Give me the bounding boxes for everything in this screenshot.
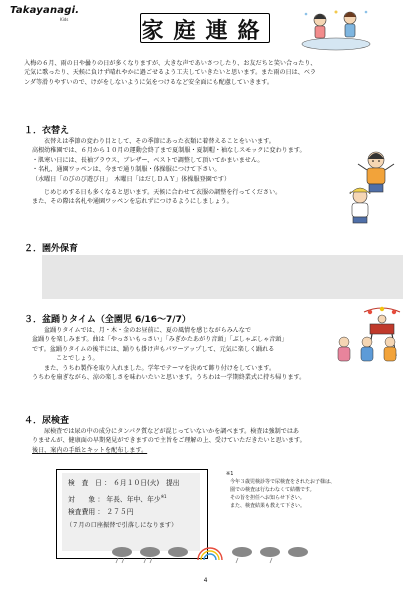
body-line: じめじめする日も多くなると思います。天候に合わせて衣服の調整を行ってください。 — [44, 189, 282, 197]
intro-line: ンダ等滑りやすいので、けがをしないように気をつけるなど安全面にも配慮していきます。 — [24, 78, 273, 86]
rainy-season-decoration — [110, 542, 310, 564]
field-trip-info-box — [42, 255, 403, 299]
info-value: ６月１０日(火) 提出 — [113, 479, 180, 487]
school-logo: Takayanagi. — [10, 5, 80, 16]
body-line: また、うちわ製作を取り入れました。学年でテーマを決めて飾り付けをしています。 — [44, 364, 276, 372]
note-line: 今年３歳児検診等で尿検査をされたお子様は、 — [230, 479, 336, 485]
info-value: 年長、年中、年少 — [106, 495, 161, 504]
body-line: 衣替えは季節の変わり目として、その季節にあった衣類に着替えることをいいます。 — [44, 138, 275, 145]
info-row-fee: 検査費用 ： ２７５円 — [68, 508, 134, 517]
body-line: ・肌寒い日には、長袖ブラウス、ブレザー、ベストで調整して頂いてかまいません。 — [32, 156, 264, 164]
body-line: また、その際は名札や通園ワッペンを忘れずにつけるようにしましょう。 — [32, 198, 233, 206]
page-title: 家庭連絡 — [141, 18, 270, 44]
dancing-children-illustration — [332, 334, 402, 368]
section-heading-bon-odori: ３．盆踊りタイム（全園児 6/16～7/7） — [24, 315, 191, 325]
info-row-target: 対 象 ： 年長、年中、年少$^{※1}$ — [68, 494, 167, 504]
section-heading-koromogae: １．衣替え — [24, 126, 70, 136]
body-line: 盆踊りタイムでは、月・木・金のお昼前に、夏の風情を感じながらみんなで — [44, 327, 252, 334]
body-line: うちわを扇ぎながら、涼の楽しさを味わいたいと思います。うちわは一学期終業式に持ち帰ります。 — [32, 374, 306, 382]
info-label: 検 査 日 — [68, 479, 102, 487]
body-line-underlined: 後日、案内の手紙とキットを配布します。 — [32, 446, 148, 454]
kids-water-play-illustration — [296, 6, 376, 52]
urine-test-footnote — [226, 470, 396, 510]
info-label: 検査費用 — [68, 508, 96, 517]
section-body-koromogae — [32, 137, 358, 207]
note-line: その旨を担任へお知らせ下さい。 — [230, 495, 305, 501]
info-row-fee-note: （７月の口座振替で引落しになります） — [66, 522, 178, 530]
school-logo-sub: Kids — [60, 17, 69, 22]
urine-test-info-inner — [62, 473, 200, 551]
intro-line: 入梅の６月、雨の日や曇りの日が多くなりますが、大きな声であいさつしたり、お友だちと笑い合ったり、 — [24, 60, 317, 67]
body-line: 盆踊りを楽しみます。曲は「やっさいもっさい」「みぎかたあがり音頭」「ぶしゃぶしゃ音頭」 — [32, 336, 288, 344]
body-line: です。盆踊りタイムの後半には、踊りも掛け声もパワーアップして、元気に楽しく踊れる — [32, 345, 275, 353]
note-line: 園での検査は行なわなくて結構です。 — [230, 487, 315, 493]
body-line: ことでしょう。 — [56, 355, 99, 363]
page-number: 4 — [203, 577, 208, 584]
body-line: ・名札、通園ワッペンは、今まで通り制服・体操服につけて下さい。 — [32, 166, 221, 174]
footnote-mark: ※1 — [160, 494, 167, 499]
body-line: りませんが、健康面の早期発見ができますので主旨をご理解の上、受けていただきたいと思います。 — [32, 437, 306, 445]
intro-paragraph — [24, 59, 394, 87]
body-line: 尿検査では尿の中の成分にタンパク質などが混じっていないかを調べます。検査は強制ではあ — [44, 428, 300, 435]
section-heading-urine-test: ４．尿検査 — [24, 416, 70, 426]
note-line: ※1 — [226, 471, 234, 477]
info-label: 対 象 — [68, 495, 96, 504]
note-line: また、検査結果も教えて下さい。 — [230, 503, 306, 509]
info-value: ２７５円 — [106, 508, 134, 517]
info-row-date: 検 査 日 ： ６月１０日(火) 提出 — [68, 479, 180, 487]
body-line: 高根幼稚園では、６月から１０月の運動会終了まで夏制服・夏制帽・袖なしスモックに変わります。 — [32, 147, 306, 155]
section-body-urine-test — [32, 427, 402, 455]
section-body-bon-odori — [32, 326, 362, 382]
child-uniform-illustration — [340, 187, 380, 225]
intro-line: 元気に歌ったり、天候に負けず晴れやかに過ごせるよう工夫していきたいと思います。また雨の日は、ベラ — [24, 69, 317, 77]
section-heading-ensoku: ２．園外保育 — [24, 244, 79, 254]
body-line: （水曜日「のびのび遊び日」 木曜日「はだしＤＡＹ」体操服登園です） — [32, 175, 231, 183]
